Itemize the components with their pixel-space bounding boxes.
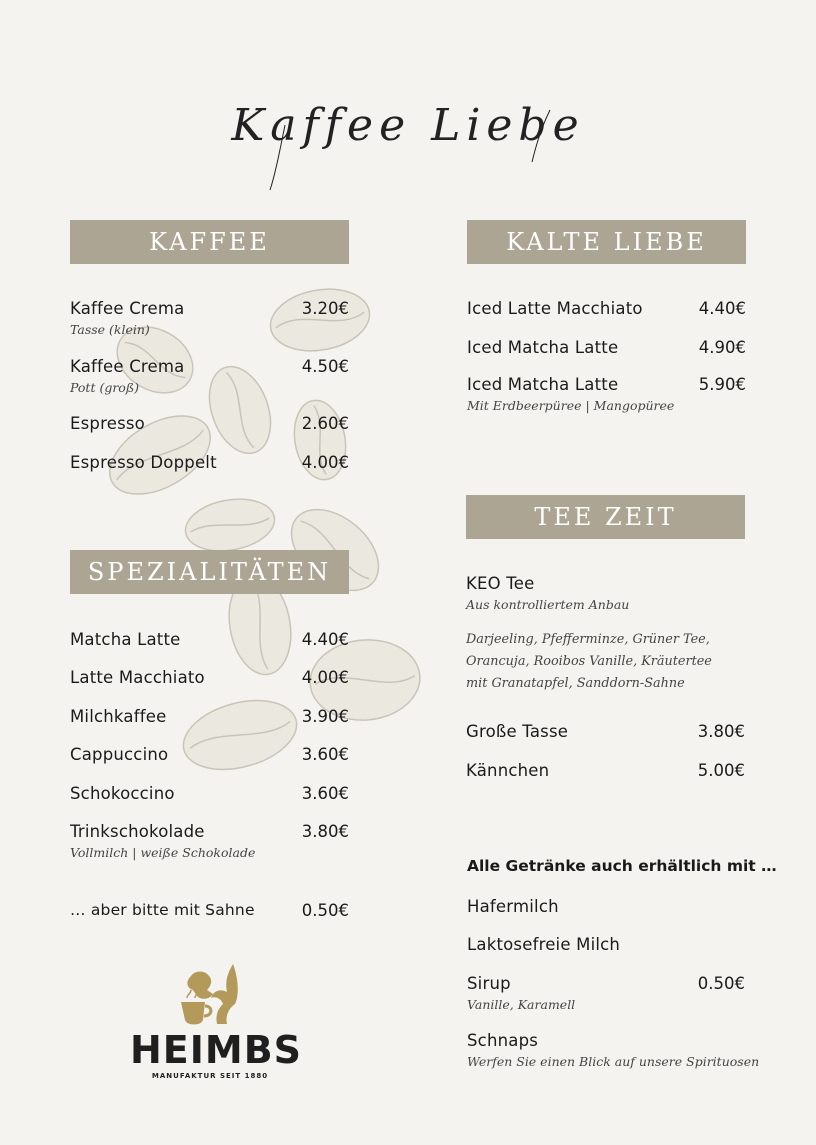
menu-item-price: 3.60€: [301, 745, 349, 764]
menu-item-name: Espresso: [70, 414, 145, 433]
menu-item-note: Pott (groß): [70, 380, 140, 395]
logo-tagline: MANUFAKTUR SEIT 1880: [151, 1072, 269, 1080]
menu-item-name: Trinkschokolade: [70, 822, 205, 841]
menu-item-price: 3.80€: [301, 822, 349, 841]
tea-brand-name: KEO Tee: [466, 574, 535, 593]
section-header-tee-zeit: [466, 495, 745, 539]
menu-item-price: 4.40€: [301, 630, 349, 649]
tea-varieties-line: Orancuja, Rooibos Vanille, Kräutertee: [466, 654, 712, 669]
menu-item-price: 3.20€: [301, 299, 349, 318]
section-title: SPEZIALITÄTEN: [87, 558, 332, 586]
tea-varieties: [466, 629, 766, 695]
menu-item-name: Iced Matcha Latte: [467, 338, 619, 357]
menu-item-price: 4.40€: [698, 299, 746, 318]
menu-item-price: 3.90€: [301, 707, 349, 726]
tea-brand-note: Aus kontrolliertem Anbau: [466, 597, 630, 612]
menu-item-price: 0.50€: [301, 901, 349, 920]
menu-item-name: Kaffee Crema: [70, 299, 185, 318]
tea-varieties-line: mit Granatapfel, Sanddorn-Sahne: [466, 676, 685, 691]
menu-item-name: Iced Latte Macchiato: [467, 299, 643, 318]
section-title: KAFFEE: [149, 228, 270, 256]
menu-item-note: Vollmilch | weiße Schokolade: [70, 845, 256, 860]
griffin-emblem-icon: [175, 962, 245, 1032]
menu-item-note: Tasse (klein): [70, 322, 150, 337]
section-title: TEE ZEIT: [534, 503, 677, 531]
menu-item-name: Matcha Latte: [70, 630, 181, 649]
extras-item-name: Laktosefreie Milch: [467, 935, 621, 954]
menu-title: Kaffee Liebe: [231, 100, 585, 151]
extras-item-price: 0.50€: [697, 974, 745, 993]
logo-wordmark: HEIMBS: [130, 1028, 303, 1072]
menu-item-name: Milchkaffee: [70, 707, 167, 726]
section-header-kalte-liebe: [467, 220, 746, 264]
menu-item-name: … aber bitte mit Sahne: [70, 901, 255, 919]
section-header-spezialitaeten: [70, 550, 349, 594]
extras-item-name: Schnaps: [467, 1031, 539, 1050]
menu-item-name: Schokoccino: [70, 784, 175, 803]
section-title: KALTE LIEBE: [506, 228, 707, 256]
extras-item-name: Sirup: [467, 974, 511, 993]
menu-item-name: Kännchen: [466, 761, 550, 780]
menu-item-price: 5.90€: [698, 375, 746, 394]
menu-item-price: 4.90€: [698, 338, 746, 357]
menu-item-name: Espresso Doppelt: [70, 453, 217, 472]
title-swash-decoration: [250, 100, 570, 195]
menu-item-price: 3.60€: [301, 784, 349, 803]
menu-item-name: Kaffee Crema: [70, 357, 185, 376]
menu-item-note: Mit Erdbeerpüree | Mangopüree: [467, 398, 675, 413]
menu-item-name: Latte Macchiato: [70, 668, 205, 687]
menu-item-price: 4.50€: [301, 357, 349, 376]
extras-item-note: Vanille, Karamell: [467, 997, 576, 1012]
extras-item-name: Hafermilch: [467, 897, 559, 916]
menu-item-name: Große Tasse: [466, 722, 569, 741]
extras-item-note: Werfen Sie einen Blick auf unsere Spirituosen: [467, 1054, 760, 1069]
menu-item-price: 5.00€: [697, 761, 745, 780]
menu-item-price: 2.60€: [301, 414, 349, 433]
menu-item-name: Cappuccino: [70, 745, 169, 764]
menu-item-price: 3.80€: [697, 722, 745, 741]
menu-item-price: 4.00€: [301, 453, 349, 472]
section-header-kaffee: [70, 220, 349, 264]
menu-item-name: Iced Matcha Latte: [467, 375, 619, 394]
menu-item-price: 4.00€: [301, 668, 349, 687]
extras-heading: Alle Getränke auch erhältlich mit …: [467, 857, 777, 875]
tea-varieties-line: Darjeeling, Pfefferminze, Grüner Tee,: [466, 632, 710, 647]
